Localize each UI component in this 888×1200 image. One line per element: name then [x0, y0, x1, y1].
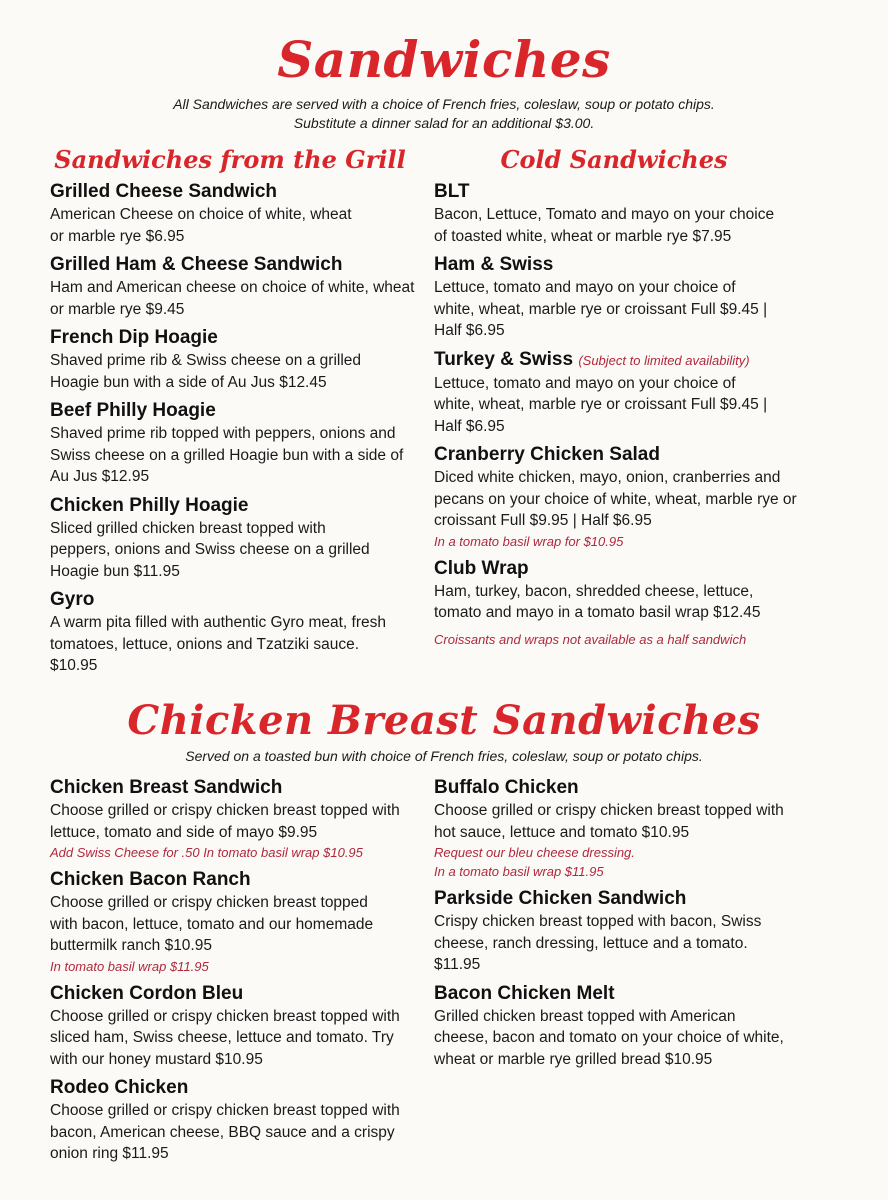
item-name: Cranberry Chicken Salad — [434, 444, 660, 465]
item-description: Diced white chicken, mayo, onion, cranberries and pecans on your choice of white, wheat, marble rye or croissant Full $9.95 | Half $6.95 — [434, 469, 797, 529]
grill-column — [50, 180, 422, 683]
menu-item — [50, 1076, 415, 1165]
chicken-right-column — [434, 776, 804, 1076]
grill-heading: Sandwiches from the Grill — [54, 145, 406, 174]
sandwiches-subtitle-line2: Substitute a dinner salad for an additional $3.00. — [293, 115, 595, 131]
item-name: Buffalo Chicken — [434, 777, 579, 798]
item-name: Ham & Swiss — [434, 254, 554, 275]
menu-item — [50, 494, 422, 583]
item-description: Lettuce, tomato and mayo on your choice of white, wheat, marble rye or croissant Full $9.45 | Half $6.95 — [434, 374, 768, 435]
chicken-subtitle: Served on a toasted bun with choice of French fries, coleslaw, soup or potato chips. — [185, 748, 703, 764]
item-description: A warm pita filled with authentic Gyro meat, fresh tomatoes, lettuce, onions and Tzatziki sauce. $10.95 — [50, 614, 386, 674]
cold-heading: Cold Sandwiches — [500, 145, 728, 174]
item-name: Grilled Ham & Cheese Sandwich — [50, 254, 343, 275]
menu-item — [434, 776, 804, 881]
item-description: Choose grilled or crispy chicken breast topped with bacon, American cheese, BBQ sauce and a crispy onion ring $11.95 — [50, 1102, 400, 1162]
menu-item — [434, 253, 814, 342]
item-description: Ham, turkey, bacon, shredded cheese, lettuce, tomato and mayo in a tomato basil wrap $12.45 — [434, 582, 761, 621]
menu-item — [434, 557, 814, 624]
item-description: Choose grilled or crispy chicken breast topped with sliced ham, Swiss cheese, lettuce and tomato. Try with our honey mustard $10.95 — [50, 1007, 400, 1068]
menu-item — [50, 253, 422, 320]
menu-item — [50, 588, 422, 677]
item-name: Chicken Cordon Bleu — [50, 982, 244, 1004]
item-option-note: In tomato basil wrap $11.95 — [50, 958, 209, 974]
item-name: BLT — [434, 181, 470, 202]
menu-item — [50, 982, 415, 1071]
item-option-note: Request our bleu cheese dressing. — [434, 845, 635, 860]
item-description: Choose grilled or crispy chicken breast topped with lettuce, tomato and side of mayo $9.95 — [50, 802, 400, 841]
menu-item — [434, 982, 804, 1071]
item-description: Choose grilled or crispy chicken breast topped with hot sauce, lettuce and tomato $10.95 — [434, 802, 784, 841]
item-option-note: Add Swiss Cheese for .50 In tomato basil wrap $10.95 — [50, 845, 363, 860]
menu-item — [50, 868, 415, 976]
item-description: Sliced grilled chicken breast topped with peppers, onions and Swiss cheese on a grilled Hoagie bun $11.95 — [50, 519, 370, 580]
menu-item — [50, 180, 422, 247]
item-name — [434, 348, 814, 373]
item-description: American Cheese on choice of white, wheat or marble rye $6.95 — [50, 206, 352, 245]
item-description: Shaved prime rib topped with peppers, onions and Swiss cheese on a grilled Hoagie bun with a side of Au Jus $12.95 — [50, 425, 404, 485]
menu-item — [434, 443, 814, 551]
cold-column — [434, 180, 814, 649]
item-option-note: In a tomato basil wrap $11.95 — [434, 864, 604, 879]
chicken-title: Chicken Breast Sandwiches — [127, 697, 761, 744]
item-name: Chicken Breast Sandwich — [50, 777, 283, 798]
item-description: Bacon, Lettuce, Tomato and mayo on your choice of toasted white, wheat or marble rye $7.95 — [434, 206, 775, 245]
item-name: Chicken Philly Hoagie — [50, 494, 249, 516]
item-description: Ham and American cheese on choice of white, wheat or marble rye $9.45 — [50, 279, 415, 318]
item-option-note: In a tomato basil wrap for $10.95 — [434, 533, 624, 549]
item-description: Grilled chicken breast topped with American cheese, bacon and tomato on your choice of white, wheat or marble rye grilled bread $10.95 — [434, 1007, 784, 1068]
item-description: Crispy chicken breast topped with bacon, Swiss cheese, ranch dressing, lettuce and a tomato. $11.95 — [434, 913, 762, 973]
chicken-left-column — [50, 776, 415, 1171]
menu-item — [434, 180, 814, 247]
item-description: Choose grilled or crispy chicken breast topped with bacon, lettuce, tomato and our homemade buttermilk ranch $10.95 — [50, 894, 374, 954]
menu-item — [434, 887, 804, 976]
menu-item — [434, 348, 814, 438]
item-name: Grilled Cheese Sandwich — [50, 181, 278, 202]
item-description: Lettuce, tomato and mayo on your choice of white, wheat, marble rye or croissant Full $9.45 | Half $6.95 — [434, 279, 768, 339]
sandwiches-title: Sandwiches — [277, 30, 611, 89]
item-name: Parkside Chicken Sandwich — [434, 888, 687, 909]
item-name: Gyro — [50, 589, 95, 610]
sandwiches-subtitle-line1: All Sandwiches are served with a choice of French fries, coleslaw, soup or potato chips. — [173, 96, 715, 112]
item-name: Bacon Chicken Melt — [434, 982, 615, 1004]
item-description: Shaved prime rib & Swiss cheese on a grilled Hoagie bun with a side of Au Jus $12.45 — [50, 352, 362, 391]
item-name: Beef Philly Hoagie — [50, 400, 216, 421]
item-name: Rodeo Chicken — [50, 1077, 189, 1098]
item-name-text: Turkey & Swiss — [434, 348, 574, 370]
menu-item — [50, 399, 422, 488]
menu-item — [50, 776, 415, 862]
availability-note: (Subject to limited availability) — [578, 352, 750, 368]
item-name: French Dip Hoagie — [50, 327, 218, 348]
cold-footnote: Croissants and wraps not available as a half sandwich — [434, 631, 747, 647]
menu-item — [50, 326, 422, 393]
item-name: Club Wrap — [434, 557, 529, 579]
item-name: Chicken Bacon Ranch — [50, 869, 251, 890]
